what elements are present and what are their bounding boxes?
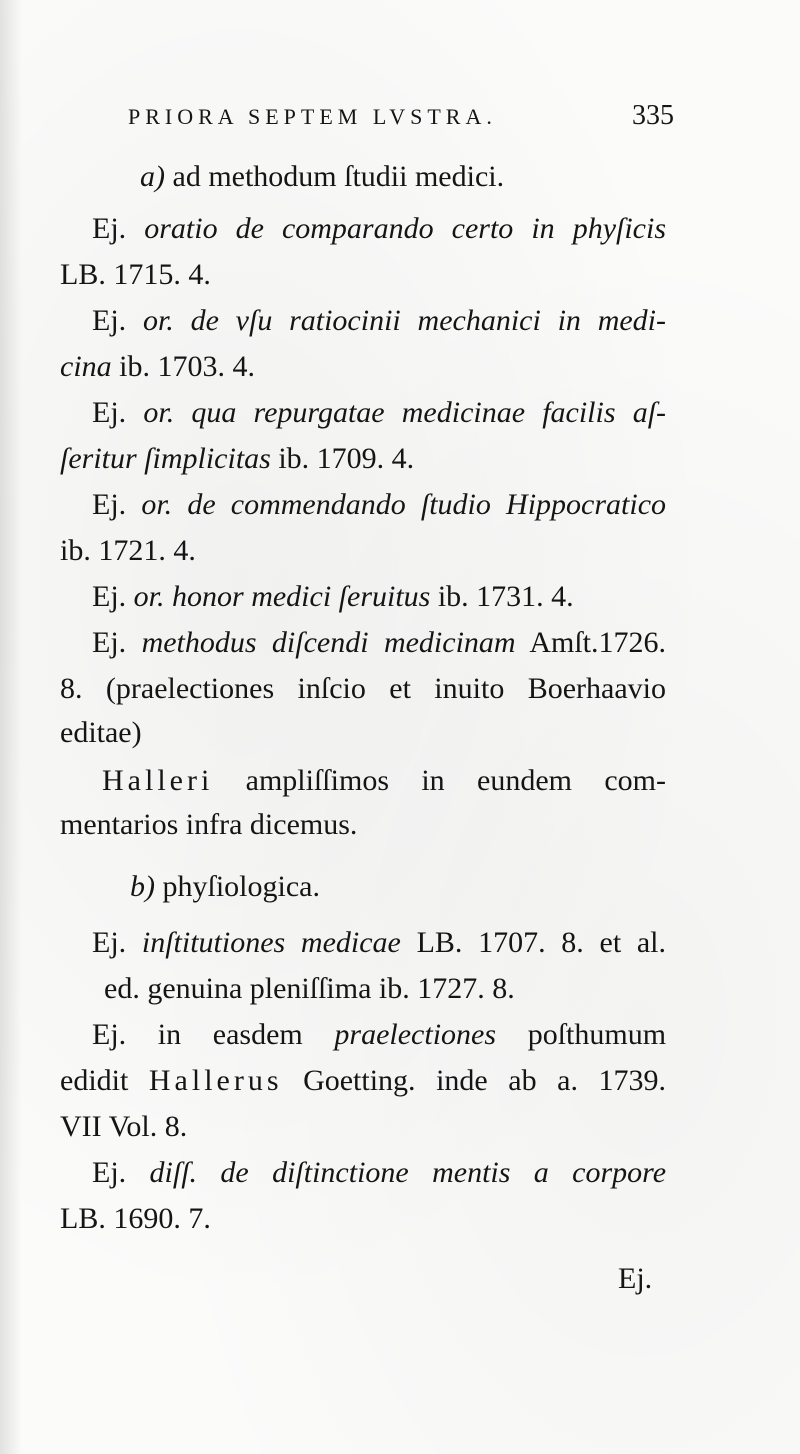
entry-prefix: Ej. <box>92 396 127 429</box>
entry-prefix: Ej. <box>92 926 127 959</box>
entry-title: oratio de comparando certo in phyſicis <box>144 212 667 245</box>
entry-prefix: Ej. <box>92 580 127 613</box>
text-line <box>60 536 196 566</box>
entry-title: praelectiones <box>334 1018 497 1051</box>
entry-imprint: LB. 1690. 7. <box>60 1202 211 1235</box>
entry-prefix: Ej. <box>92 1156 127 1189</box>
entry-imprint: ib. 1731. 4. <box>437 580 574 613</box>
entry-imprint: LB. 1707. 8. et al. <box>416 926 667 959</box>
text-line <box>102 766 666 796</box>
subheading-a-text: ad methodum ſtudii medici. <box>172 160 505 193</box>
text-line <box>104 974 515 1004</box>
entry-imprint: ib. 1721. 4. <box>60 534 196 567</box>
entry-title: or. qua repurgatae medicinae facilis aſ- <box>143 396 667 429</box>
running-head: PRIORA SEPTEM LVSTRA. <box>128 104 497 129</box>
entry-title: diſſ. de diſtinctione mentis a corpore <box>149 1156 667 1189</box>
subheading-a-marker: a) <box>140 160 165 193</box>
text-line <box>92 1158 666 1188</box>
text-line <box>60 444 414 474</box>
page-shadow <box>0 0 22 1454</box>
entry-title: or. honor medici ſeruitus <box>133 580 431 613</box>
page-header <box>128 100 688 140</box>
page-number: 335 <box>632 100 674 131</box>
text-line <box>92 628 666 658</box>
author-name: Halleri <box>102 764 214 797</box>
entry-prefix: Ej. <box>92 304 127 337</box>
entry-title: or. de commendando ſtudio Hippocratico <box>141 488 667 521</box>
entry-imprint: Amſt.1726. <box>529 626 666 659</box>
entry-note: 8. (praelectiones inſcio et inuito Boerhaavio <box>60 672 666 705</box>
text-line <box>60 260 211 290</box>
entry-title: methodus diſcendi medicinam <box>141 626 516 659</box>
entry-imprint: ib. 1709. 4. <box>278 442 415 475</box>
text-line <box>92 1020 666 1050</box>
entry-title: ſeritur ſimplicitas <box>60 442 271 475</box>
subheading-b <box>130 872 320 902</box>
subheading-b-text: phyſiologica. <box>162 870 320 903</box>
text-line <box>92 490 666 520</box>
text-line <box>92 214 666 244</box>
text-line <box>60 810 357 840</box>
entry-note: ed. genuina pleniſſima ib. 1727. 8. <box>104 972 515 1005</box>
text-line <box>92 928 666 958</box>
author-name: Hallerus <box>148 1064 283 1097</box>
text-line <box>92 398 666 428</box>
entry-prefix: Ej. in easdem <box>92 1018 303 1051</box>
entry-note: mentarios infra dicemus. <box>60 808 358 841</box>
entry-note: edidit <box>60 1064 129 1097</box>
catchword: Ej. <box>618 1262 653 1295</box>
text-line <box>60 352 255 382</box>
entry-note: editae) <box>60 716 142 749</box>
entry-title: cina <box>60 350 112 383</box>
entry-prefix: Ej. <box>92 488 127 521</box>
text-line <box>60 674 666 704</box>
entry-prefix: Ej. <box>92 212 127 245</box>
text-line <box>92 582 574 612</box>
text-line <box>92 306 666 336</box>
text-line <box>60 1112 187 1142</box>
entry-imprint: VII Vol. 8. <box>60 1110 188 1143</box>
entry-note: ampliſſimos in eundem com- <box>245 764 666 797</box>
entry-title: inſtitutiones medicae <box>141 926 401 959</box>
subheading-a <box>140 162 504 192</box>
text-line <box>60 1066 666 1096</box>
entry-prefix: Ej. <box>92 626 127 659</box>
entry-title: or. de vſu ratiocinii mechanici in medi- <box>142 304 667 337</box>
text-line <box>60 1204 211 1234</box>
entry-imprint: Goetting. inde ab a. 1739. <box>303 1064 666 1097</box>
entry-note: poſthumum <box>527 1018 667 1051</box>
entry-imprint: LB. 1715. 4. <box>60 258 211 291</box>
entry-imprint: ib. 1703. 4. <box>119 350 255 383</box>
text-line <box>60 718 142 748</box>
subheading-b-marker: b) <box>130 870 155 903</box>
